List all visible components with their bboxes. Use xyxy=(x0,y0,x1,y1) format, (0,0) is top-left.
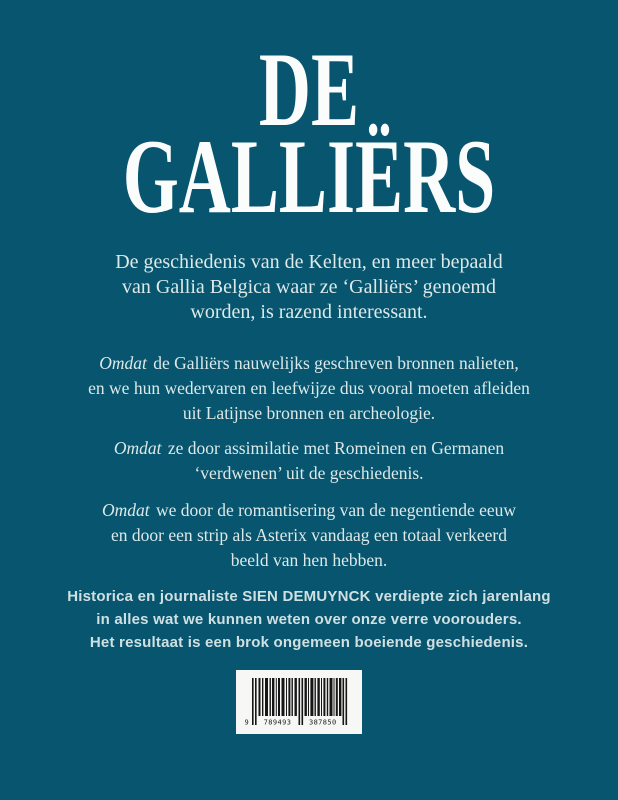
intro-line: De geschiedenis van de Kelten, en meer bepaald xyxy=(115,251,503,273)
omdat-lead: Omdat xyxy=(101,500,150,520)
isbn-barcode xyxy=(236,670,362,734)
author-blurb-line: Historica en journaliste SIEN DEMUYNCK verdiepte zich jarenlang xyxy=(67,588,551,605)
barcode-graphic xyxy=(244,678,354,727)
barcode-digit-group-2: 789493 xyxy=(263,718,292,726)
book-title xyxy=(99,0,519,235)
omdat-line: en we hun wedervaren en leefwijze dus vooral moeten afleiden xyxy=(88,378,530,398)
barcode-digit-group-1: 9 xyxy=(244,718,250,726)
intro-line: worden, is razend interessant. xyxy=(190,301,428,323)
author-blurb-line: in alles wat we kunnen weten over onze verre voorouders. xyxy=(96,611,522,628)
barcode-digit-group-3: 387850 xyxy=(308,718,337,726)
intro-paragraph xyxy=(0,250,618,325)
omdat-line: en door een strip als Asterix vandaag een totaal verkeerd xyxy=(110,525,508,545)
omdat-paragraph-2 xyxy=(0,436,618,486)
author-blurb-line: Het resultaat is een brok ongemeen boeiende geschiedenis. xyxy=(89,634,529,651)
omdat-line xyxy=(0,498,618,523)
omdat-line-rest: we door de romantisering van de negentiende eeuw xyxy=(151,500,517,520)
book-title-line2: GALLIËRS xyxy=(122,118,496,235)
omdat-paragraph-1 xyxy=(0,351,618,426)
omdat-line: uit Latijnse bronnen en archeologie. xyxy=(182,403,436,423)
intro-line: van Gallia Belgica waar ze ‘Galliërs’ genoemd xyxy=(122,276,496,298)
omdat-line-rest: de Galliërs nauwelijks geschreven bronnen nalieten, xyxy=(148,353,519,373)
omdat-line: ‘verdwenen’ uit de geschiedenis. xyxy=(194,463,424,483)
omdat-paragraph-3 xyxy=(0,498,618,573)
omdat-line xyxy=(0,436,618,461)
book-title-line1: DE xyxy=(258,31,360,148)
omdat-lead: Omdat xyxy=(99,353,147,373)
omdat-line xyxy=(0,351,618,376)
author-blurb xyxy=(0,585,618,654)
omdat-line: beeld van hen hebben. xyxy=(230,550,388,570)
omdat-line-rest: ze door assimilatie met Romeinen en Germanen xyxy=(163,438,505,458)
omdat-lead: Omdat xyxy=(113,438,162,458)
